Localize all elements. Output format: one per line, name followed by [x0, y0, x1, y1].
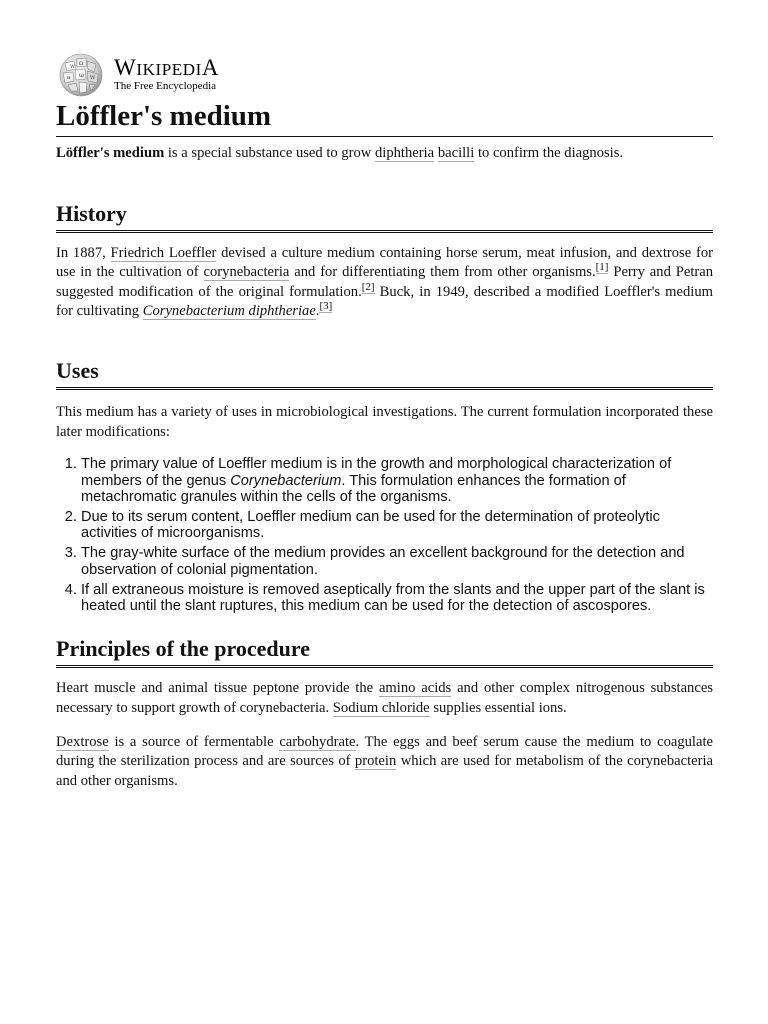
section-heading-uses: Uses	[56, 358, 713, 390]
link-bacilli[interactable]: bacilli	[437, 145, 475, 161]
link-corynebacteria[interactable]: corynebacteria	[203, 264, 290, 281]
link-diphtheria[interactable]: diphtheria	[374, 145, 435, 161]
citation-link-2[interactable]: [2]	[361, 280, 375, 293]
citation-link-3[interactable]: [3]	[319, 300, 333, 313]
italic-species-name: Corynebacterium diphtheriae	[142, 303, 316, 320]
svg-text:Ω: Ω	[79, 61, 84, 67]
principles-text: . The eggs and beef serum cause the medium to coagulate during the sterilization process and are sources of	[56, 733, 713, 770]
wordmark-final: A	[201, 55, 220, 80]
list-item-text: . This formulation enhances the formation of metachromatic granules within the cells of the organisms.	[81, 472, 626, 505]
svg-text:и: и	[67, 75, 71, 81]
wordmark-initial: W	[114, 55, 137, 80]
lede-text: to confirm the diagnosis.	[474, 145, 624, 161]
principles-text: is a source of fermentable	[108, 733, 280, 750]
history-paragraph	[56, 244, 713, 322]
section-heading-history: History	[56, 201, 713, 233]
link-dextrose[interactable]: Dextrose	[56, 733, 109, 750]
principles-paragraph-2	[56, 733, 713, 792]
section-heading-principles: Principles of the procedure	[56, 636, 713, 668]
citation-ref-3	[319, 300, 332, 313]
page-title: Löffler's medium	[56, 99, 713, 137]
link-sodium-chloride[interactable]: Sodium chloride	[332, 699, 430, 716]
history-text: and for differentiating them from other organisms.	[289, 264, 596, 281]
list-item-text: The primary value of Loeffler medium is in the growth and morphological characterization of members of the genus	[81, 456, 672, 489]
list-item	[81, 456, 713, 505]
link-corynebacterium-diphtheriae[interactable]	[143, 303, 316, 320]
wordmark-tagline: The Free Encyclopedia	[114, 80, 217, 92]
list-item: 3. The gray-white surface of the medium provides an excellent background for the detection and observation of colonial pigmentation.	[81, 545, 713, 578]
principles-text: which are used for metabolism of the corynebacteria and other organisms.	[56, 753, 713, 789]
principles-text: supplies essential ions.	[429, 699, 567, 716]
principles-paragraph-1	[56, 679, 713, 718]
history-text: Buck, in 1949, described a modified Loeffler's medium for cultivating	[56, 283, 713, 320]
citation-ref-2	[362, 281, 375, 294]
lede-bold-term: Löffler's medium	[56, 145, 165, 161]
list-item: 2. Due to its serum content, Loeffler medium can be used for the determination of proteolytic activities of microorganisms.	[81, 509, 713, 542]
wordmark-smallcaps: IKIPEDI	[136, 60, 202, 79]
link-protein[interactable]: protein	[354, 753, 397, 770]
svg-text:ω: ω	[79, 72, 84, 79]
history-text: Perry and Petran suggested modification of the original formulation.	[56, 264, 714, 300]
history-text: .	[315, 303, 320, 320]
list-item: 4. If all extraneous moisture is removed aseptically from the slants and the upper part of the slant is heated until the slant ruptures, this medium can be used for the detection of ascospores.	[81, 582, 713, 615]
link-amino-acids[interactable]: amino acids	[378, 680, 452, 697]
uses-list	[56, 456, 713, 614]
lede-text: is a special substance used to grow	[164, 145, 375, 161]
wordmark-name	[114, 57, 219, 80]
citation-ref-1	[596, 261, 609, 274]
article-page	[56, 52, 713, 791]
italic-genus-name: Corynebacterium	[230, 472, 342, 489]
svg-text:W: W	[70, 64, 76, 70]
link-friedrich-loeffler[interactable]: Friedrich Loeffler	[110, 244, 217, 261]
site-header	[56, 52, 713, 98]
principles-text: Heart muscle and animal tissue peptone provide the	[56, 680, 379, 697]
wikipedia-globe-logo[interactable]	[56, 53, 106, 97]
wikipedia-wordmark[interactable]	[114, 57, 219, 93]
history-text: devised a culture medium containing horse serum, meat infusion, and dextrose for use in the cultivation of	[56, 244, 713, 281]
history-text: In 1887,	[56, 244, 111, 261]
principles-text: and other complex nitrogenous substances necessary to support growth of corynebacteria.	[56, 680, 713, 716]
link-carbohydrate[interactable]: carbohydrate	[279, 733, 356, 750]
lede-paragraph	[56, 144, 713, 164]
citation-link-1[interactable]: [1]	[595, 261, 609, 274]
uses-intro: This medium has a variety of uses in microbiological investigations. The current formulation incorporated these later modifications:	[56, 403, 713, 440]
svg-text:W: W	[90, 75, 96, 81]
